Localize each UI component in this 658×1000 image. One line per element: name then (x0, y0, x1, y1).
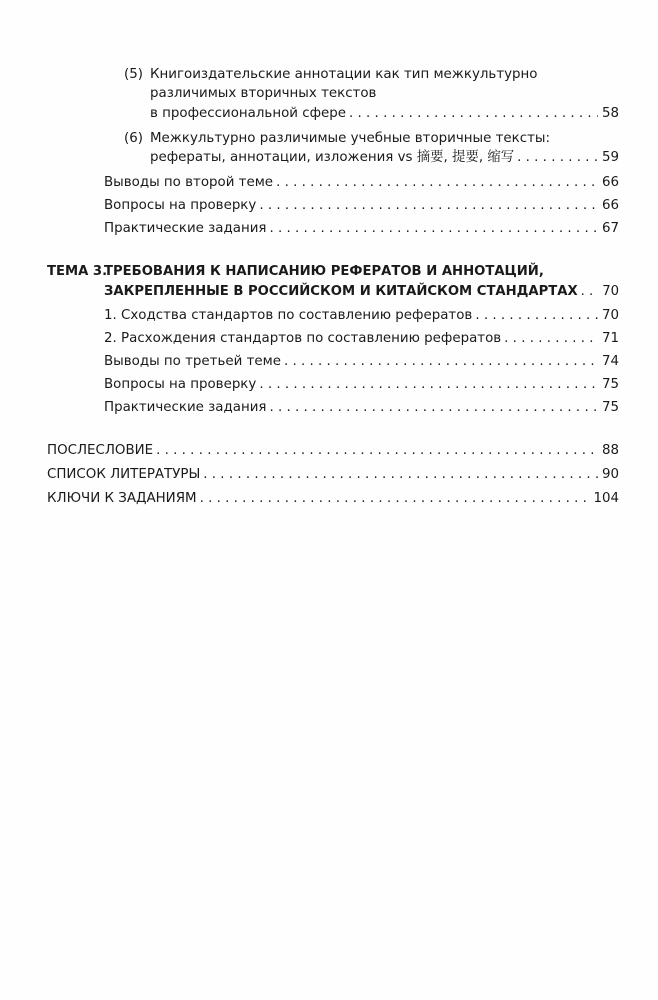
toc-theme2-tasks[interactable]: Практические задания . . . 67 (104, 220, 619, 238)
leader-dots (581, 283, 599, 301)
leader-dots (200, 490, 590, 508)
leader-dots (284, 353, 598, 371)
leader-dots (517, 149, 598, 167)
page-number: 66 (601, 175, 619, 190)
toc-theme3-title-line1: ТЕМА 3.ТРЕБОВАНИЯ К НАПИСАНИЮ РЕФЕРАТОВ И АННОТАЦИЙ, (47, 264, 544, 279)
leader-dots (269, 399, 597, 417)
leader-dots (475, 307, 598, 325)
toc-theme3-conclusions[interactable]: Выводы по третьей теме . . . 74 (104, 353, 619, 371)
toc-item-6-number: (6) (124, 131, 143, 146)
page-number: 75 (601, 377, 619, 392)
page-number: 104 (593, 491, 619, 506)
toc-theme2-conclusions[interactable]: Выводы по второй теме . . . 66 (104, 174, 619, 192)
leader-dots (269, 220, 597, 238)
page-number: 58 (601, 106, 619, 121)
page-number: 70 (602, 284, 619, 299)
page-number: 88 (601, 443, 619, 458)
toc-item-5-number: (5) (124, 67, 143, 82)
toc-item-6-line1: (6) Межкультурно различимые учебные вторичные тексты: (124, 131, 550, 146)
page-number: 66 (601, 198, 619, 213)
toc-item-5-line1: (5) Книгоиздательские аннотации как тип межкультурно (124, 67, 538, 82)
toc-item-6-line2[interactable]: рефераты, аннотации, изложения vs 摘要, 提要, 缩写 . . . 59 (150, 149, 619, 167)
page-number: 59 (601, 150, 619, 165)
leader-dots (259, 197, 598, 215)
leader-dots (156, 442, 598, 460)
toc-theme3-item1[interactable]: 1. Сходства стандартов по составлению рефератов . . . 70 (104, 307, 619, 325)
theme3-prefix: ТЕМА 3. (47, 264, 108, 279)
leader-dots (349, 105, 598, 123)
toc-answer-keys[interactable]: КЛЮЧИ К ЗАДАНИЯМ . . . 104 (47, 490, 619, 508)
page-number: 74 (601, 354, 619, 369)
page-number: 71 (601, 331, 619, 346)
toc-item-5-line3[interactable]: в профессиональной сфере . . . 58 (150, 105, 619, 123)
page-number: 90 (601, 467, 619, 482)
toc-theme3-tasks[interactable]: Практические задания . . . 75 (104, 399, 619, 417)
toc-theme3-title-line2[interactable]: ЗАКРЕПЛЕННЫЕ В РОССИЙСКОМ И КИТАЙСКОМ СТАНДАРТАХ . . . 70 (104, 283, 619, 301)
page-number: 75 (601, 400, 619, 415)
leader-dots (276, 174, 598, 192)
leader-dots (504, 330, 598, 348)
page-number: 67 (601, 221, 619, 236)
leader-dots (259, 376, 598, 394)
toc-item-5-line2: различимых вторичных текстов (150, 86, 377, 101)
page-number: 70 (601, 308, 619, 323)
leader-dots (203, 466, 598, 484)
toc-afterword[interactable]: ПОСЛЕСЛОВИЕ . . . 88 (47, 442, 619, 460)
toc-bibliography[interactable]: СПИСОК ЛИТЕРАТУРЫ . . . 90 (47, 466, 619, 484)
toc-theme3-item2[interactable]: 2. Расхождения стандартов по составлению рефератов . . . 71 (104, 330, 619, 348)
toc-theme3-questions[interactable]: Вопросы на проверку . . . 75 (104, 376, 619, 394)
toc-theme2-questions[interactable]: Вопросы на проверку . . . 66 (104, 197, 619, 215)
